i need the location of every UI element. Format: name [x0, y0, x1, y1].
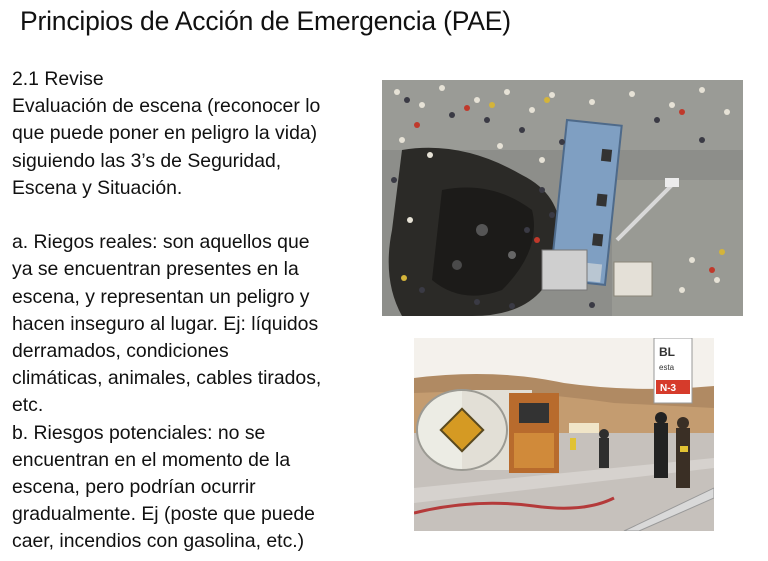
tanker-scene-photo: [414, 338, 714, 531]
slide-title: Principios de Acción de Emergencia (PAE): [20, 6, 511, 36]
photo-overturned-tanker-icon: [414, 338, 714, 531]
sign-line1: BL: [659, 345, 675, 359]
photo-aerial-bus-crash-icon: [382, 80, 743, 316]
slide-body-text: 2.1 Revise Evaluación de escena (reconocer lo que puede poner en peligro la vida) siguiendo las 3’s de Seguridad, Escena y Situación. a. Riegos reales: son aquellos que ya se encuentran presentes en la escena, y representan un peligro y hacen inseguro al lugar. Ej: líquidos derramados, condiciones climáticas, animales, cables tirados, etc. b. Riesgos potenciales: no se encuentran en el momento de la escena, pero podrían ocurrir gradualmente. Ej (poste que puede caer, incendios con gasolina, etc.): [12, 68, 322, 553]
sign-road: N-3: [660, 383, 677, 394]
sign-line2: esta: [659, 363, 675, 372]
accident-scene-photo: [382, 80, 743, 316]
